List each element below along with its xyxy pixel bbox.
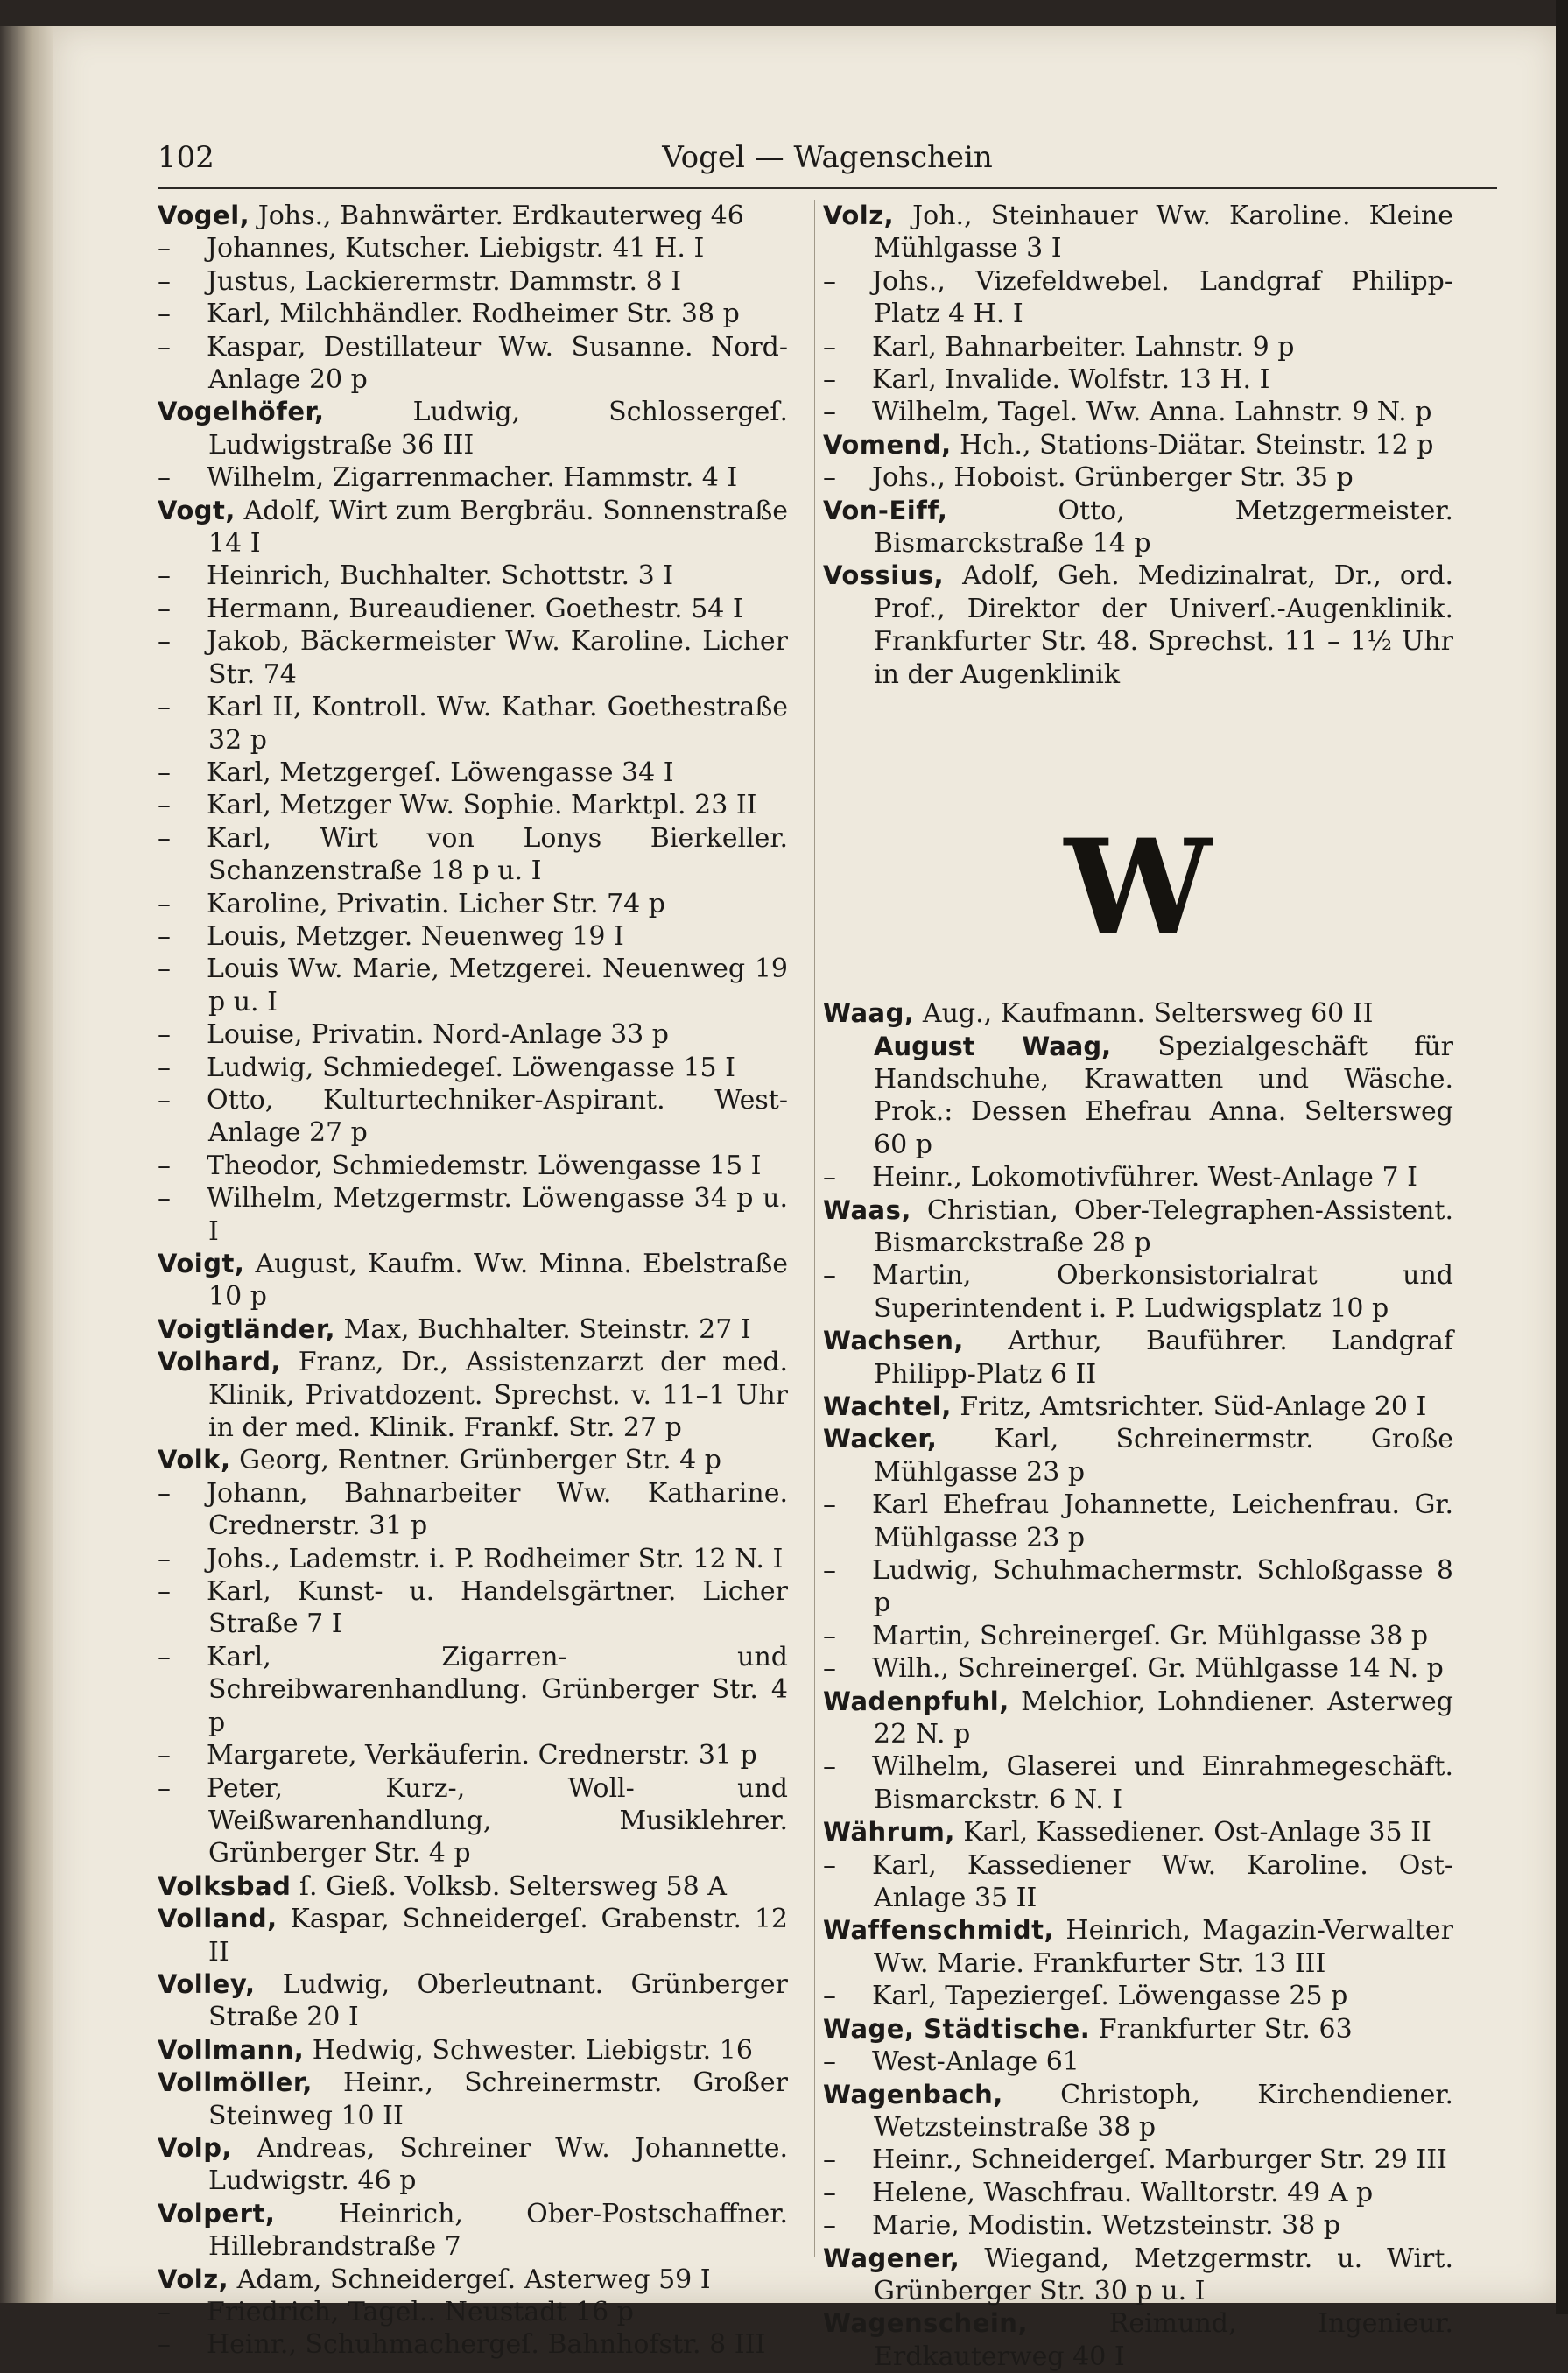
directory-entry bbox=[823, 2144, 1453, 2176]
ditto-dash: – bbox=[158, 1772, 171, 1804]
ditto-dash: – bbox=[158, 462, 171, 494]
ditto-dash: – bbox=[823, 1653, 836, 1685]
entry-text: Karl, Metzgergeſ. Löwengasse 34 I bbox=[207, 757, 674, 788]
entry-surname: Währum, bbox=[823, 1817, 955, 1848]
entry-text: Heinr., Lokomotivführer. West-Anlage 7 I bbox=[872, 1162, 1417, 1194]
entry-text: Franz, Dr., Assistenzarzt der med. Klinik, Privatdozent. Sprechst. v. 11–1 Uhr in der med. Klinik. Frankf. Str. 27 p bbox=[208, 1347, 788, 1444]
entry-text: Heinrich, Magazin-Verwalter Ww. Marie. Frankfurter Str. 13 III bbox=[874, 1915, 1453, 1979]
directory-entry bbox=[823, 1194, 1453, 1260]
directory-entry bbox=[823, 1259, 1453, 1325]
page-edge bbox=[0, 26, 53, 2303]
directory-entry bbox=[823, 1750, 1453, 1816]
directory-entry bbox=[823, 1423, 1453, 1489]
entry-text: Ludwig, Schmiedegeſ. Löwengasse 15 I bbox=[207, 1052, 736, 1083]
entry-text: Peter, Kurz-, Woll- und Weißwarenhandlung, Musiklehrer. Grünberger Str. 4 p bbox=[207, 1772, 788, 1870]
directory-entry bbox=[158, 2067, 788, 2132]
entry-text: Arthur, Bauführer. Landgraf Philipp-Platz 6 II bbox=[874, 1326, 1453, 1390]
entry-text: Spezialgeschäft für Handschuhe, Krawatten und Wäsche. Prok.: Dessen Ehefrau Anna. Seltersweg 60 p bbox=[874, 1031, 1453, 1160]
ditto-dash: – bbox=[158, 1543, 171, 1574]
entry-text: Andreas, Schreiner Ww. Johannette. Ludwigstr. 46 p bbox=[208, 2132, 788, 2197]
entry-surname: Wagener, bbox=[823, 2243, 960, 2273]
entry-text: Ludwig, Schuhmachermstr. Schloßgasse 8 p bbox=[872, 1555, 1453, 1619]
entry-surname: Wadenpfuhl, bbox=[823, 1686, 1009, 1716]
entry-text: Karl, Milchhändler. Rodheimer Str. 38 p bbox=[207, 299, 740, 330]
entry-text: Helene, Waschfrau. Walltorstr. 49 A p bbox=[872, 2177, 1374, 2208]
entry-text: Wilh., Schreinergeſ. Gr. Mühlgasse 14 N. p bbox=[872, 1653, 1444, 1685]
page-number: 102 bbox=[158, 140, 214, 175]
entry-text: Hermann, Bureaudiener. Goethestr. 54 I bbox=[207, 593, 743, 624]
entry-surname: Volp, bbox=[158, 2132, 232, 2163]
ditto-dash: – bbox=[158, 1052, 171, 1083]
entry-text: Wilhelm, Glaserei und Einrahmegeschäft. Bismarckstr. 6 N. I bbox=[872, 1751, 1453, 1815]
directory-entry bbox=[158, 2198, 788, 2264]
ditto-dash: – bbox=[158, 1477, 171, 1509]
entry-surname: Waas, bbox=[823, 1194, 911, 1225]
entry-surname: Vomend, bbox=[823, 429, 952, 460]
running-head bbox=[158, 140, 1497, 184]
directory-entry bbox=[158, 2328, 788, 2361]
entry-surname: Vogel, bbox=[158, 201, 250, 230]
ditto-dash: – bbox=[158, 888, 171, 919]
directory-entry bbox=[158, 920, 788, 953]
entry-text: Louise, Privatin. Nord-Anlage 33 p bbox=[207, 1019, 669, 1051]
entry-surname: Vollmann, bbox=[158, 2034, 305, 2065]
entry-text: Karl, Kassediener. Ost-Anlage 35 II bbox=[954, 1817, 1431, 1848]
directory-entry bbox=[823, 2046, 1453, 2078]
entry-surname: Wagenbach, bbox=[823, 2079, 1003, 2109]
entry-text: Heinrich, Ober-Postschaffner. Hillebrandstraße 7 bbox=[208, 2198, 788, 2263]
entry-surname: Waag, bbox=[823, 998, 915, 1029]
entry-text: Margarete, Verkäuferin. Crednerstr. 31 p bbox=[207, 1740, 757, 1771]
firm-name: August Waag, bbox=[874, 1031, 1112, 1061]
entry-text: Heinr., Schneidergeſ. Marburger Str. 29 III bbox=[872, 2144, 1447, 2176]
directory-entry bbox=[158, 1018, 788, 1051]
ditto-dash: – bbox=[158, 790, 171, 821]
entry-text: Otto, Metzgermeister. Bismarckstraße 14 p bbox=[874, 495, 1453, 560]
directory-entry bbox=[158, 1150, 788, 1182]
directory-entry bbox=[158, 1346, 788, 1444]
directory-entry bbox=[823, 495, 1453, 560]
directory-entry bbox=[823, 461, 1453, 494]
ditto-dash: – bbox=[823, 1751, 836, 1783]
right-column-top bbox=[823, 200, 1453, 691]
directory-entry bbox=[823, 265, 1453, 331]
entry-text: Heinr., Schreinermstr. Großer Steinweg 10 II bbox=[208, 2067, 788, 2131]
entry-text: Justus, Lackierermstr. Dammstr. 8 I bbox=[207, 265, 682, 297]
entry-text: Wilhelm, Tagel. Ww. Anna. Lahnstr. 9 N. p bbox=[872, 397, 1432, 428]
ditto-dash: – bbox=[158, 560, 171, 592]
entry-text: Hedwig, Schwester. Liebigstr. 16 bbox=[304, 2034, 753, 2066]
ditto-dash: – bbox=[823, 2177, 836, 2208]
directory-entry bbox=[823, 1980, 1453, 2012]
ditto-dash: – bbox=[823, 1162, 836, 1194]
entry-text: Aug., Kaufmann. Seltersweg 60 II bbox=[914, 998, 1374, 1030]
ditto-dash: – bbox=[158, 1019, 171, 1051]
entry-text: Martin, Oberkonsistorialrat und Superintendent i. P. Ludwigsplatz 10 p bbox=[872, 1260, 1453, 1324]
directory-entry bbox=[158, 1313, 788, 1346]
directory-entry bbox=[158, 1084, 788, 1150]
entry-text: Marie, Modistin. Wetzsteinstr. 38 p bbox=[872, 2210, 1340, 2242]
ditto-dash: – bbox=[823, 1620, 836, 1651]
directory-entry bbox=[823, 2307, 1453, 2373]
ditto-dash: – bbox=[823, 2144, 836, 2176]
directory-entry bbox=[823, 2013, 1453, 2046]
directory-entry bbox=[158, 461, 788, 494]
entry-surname: Vollmöller, bbox=[158, 2067, 313, 2098]
directory-entry bbox=[823, 2177, 1453, 2209]
entry-surname: Wacker, bbox=[823, 1424, 938, 1454]
entry-text: Hch., Stations-Diätar. Steinstr. 12 p bbox=[951, 429, 1434, 461]
ditto-dash: – bbox=[823, 364, 836, 396]
entry-text: Adolf, Wirt zum Bergbräu. Sonnenstraße 14 I bbox=[208, 495, 789, 560]
ditto-dash: – bbox=[158, 692, 171, 723]
ditto-dash: – bbox=[158, 1576, 171, 1608]
ditto-dash: – bbox=[823, 1489, 836, 1521]
right-column bbox=[823, 200, 1453, 2373]
directory-entry bbox=[823, 560, 1453, 691]
directory-entry bbox=[823, 1161, 1453, 1194]
entry-text: Christoph, Kirchendiener. Wetzsteinstraße 38 p bbox=[874, 2079, 1453, 2143]
entry-surname: Voigtländer, bbox=[158, 1313, 335, 1344]
ditto-dash: – bbox=[158, 920, 171, 952]
page-title: Vogel — Wagenschein bbox=[662, 140, 993, 175]
entry-text: Karl II, Kontroll. Ww. Kathar. Goethestraße 32 p bbox=[207, 692, 788, 756]
entry-surname: Von-Eiff, bbox=[823, 495, 948, 525]
directory-entry bbox=[158, 1739, 788, 1771]
entry-surname: Waffenschmidt, bbox=[823, 1915, 1054, 1946]
entry-text: Heinrich, Buchhalter. Schottstr. 3 I bbox=[207, 560, 674, 592]
entry-surname: Volland, bbox=[158, 1904, 278, 1934]
ditto-dash: – bbox=[158, 626, 171, 658]
entry-surname: Wachtel, bbox=[823, 1391, 952, 1421]
entry-surname: Volk, bbox=[158, 1445, 231, 1475]
entry-text: Heinr., Schuhmachergeſ. Bahnhofstr. 8 III bbox=[207, 2329, 766, 2361]
entry-text: Karl, Zigarren- und Schreibwarenhandlung. Grünberger Str. 4 p bbox=[207, 1641, 788, 1738]
entry-text: Johann, Bahnarbeiter Ww. Katharine. Crednerstr. 31 p bbox=[207, 1477, 788, 1542]
directory-entry bbox=[158, 593, 788, 625]
entry-text: August, Kaufm. Ww. Minna. Ebelstraße 10 p bbox=[208, 1249, 788, 1313]
directory-entry bbox=[158, 888, 788, 920]
directory-entry bbox=[823, 1620, 1453, 1652]
directory-entry bbox=[823, 331, 1453, 363]
right-column-bottom bbox=[823, 997, 1453, 2373]
entry-text: West-Anlage 61 bbox=[872, 2046, 1079, 2078]
left-column bbox=[158, 200, 788, 2362]
directory-entry bbox=[823, 1652, 1453, 1685]
entry-surname: Wachsen, bbox=[823, 1326, 964, 1356]
ditto-dash: – bbox=[158, 593, 171, 624]
ditto-dash: – bbox=[158, 1150, 171, 1181]
directory-entry bbox=[158, 1248, 788, 1313]
entry-text: Karl, Tapeziergeſ. Löwengasse 25 p bbox=[872, 1981, 1348, 2012]
ditto-dash: – bbox=[158, 1183, 171, 1215]
header-rule bbox=[158, 187, 1497, 189]
entry-text: Karl, Invalide. Wolfstr. 13 H. I bbox=[872, 364, 1270, 396]
entry-surname: Vogt, bbox=[158, 495, 236, 525]
directory-entry bbox=[823, 2243, 1453, 2308]
entry-surname: Vogelhöfer, bbox=[158, 397, 325, 427]
entry-surname: Volz, bbox=[823, 201, 895, 230]
entry-text: Christian, Ober-Telegraphen-Assistent. Bismarckstraße 28 p bbox=[874, 1194, 1453, 1258]
entry-text: Martin, Schreinergeſ. Gr. Mühlgasse 38 p bbox=[872, 1620, 1429, 1651]
entry-text: Karl, Kassediener Ww. Karoline. Ost-Anlage 35 II bbox=[872, 1849, 1453, 1914]
ditto-dash: – bbox=[158, 954, 171, 985]
entry-text: Johs., Lademstr. i. P. Rodheimer Str. 12 N. I bbox=[207, 1543, 784, 1574]
entry-text: Wilhelm, Metzgermstr. Löwengasse 34 p u. I bbox=[207, 1183, 788, 1247]
directory-entry bbox=[158, 298, 788, 330]
entry-surname: Wage, Städtische. bbox=[823, 2013, 1091, 2044]
ditto-dash: – bbox=[158, 1641, 171, 1672]
directory-entry bbox=[823, 1686, 1453, 1751]
ditto-dash: – bbox=[823, 462, 836, 494]
entry-text: Otto, Kulturtechniker-Aspirant. West-Anlage 27 p bbox=[207, 1084, 788, 1149]
entry-surname: Wagenschein, bbox=[823, 2308, 1028, 2339]
directory-entry bbox=[158, 1870, 788, 1903]
ditto-dash: – bbox=[158, 2329, 171, 2361]
entry-text: Reimund, Ingenieur. Erdkauterweg 40 I bbox=[874, 2308, 1453, 2372]
ditto-dash: – bbox=[823, 265, 836, 297]
directory-entry bbox=[823, 363, 1453, 396]
directory-entry bbox=[823, 396, 1453, 428]
entry-surname: Volksbad bbox=[158, 1870, 292, 1901]
entry-text: Wiegand, Metzgermstr. u. Wirt. Grünberger Str. 30 p u. I bbox=[874, 2243, 1453, 2306]
entry-text: Adam, Schneidergeſ. Asterweg 59 I bbox=[229, 2264, 711, 2295]
directory-entry bbox=[158, 495, 788, 560]
entry-surname: Volz, bbox=[158, 2264, 229, 2294]
ditto-dash: – bbox=[158, 331, 171, 363]
entry-text: Max, Buchhalter. Steinstr. 27 I bbox=[334, 1313, 751, 1345]
directory-entry bbox=[158, 1575, 788, 1641]
entry-text: Joh., Steinhauer Ww. Karoline. Kleine Mühlgasse 3 I bbox=[874, 201, 1453, 264]
directory-entry bbox=[158, 1182, 788, 1248]
directory-entry bbox=[158, 1903, 788, 1968]
entry-text: Wilhelm, Zigarrenmacher. Hammstr. 4 I bbox=[207, 462, 738, 494]
ditto-dash: – bbox=[823, 1555, 836, 1586]
directory-entry bbox=[158, 2264, 788, 2296]
entry-surname: Voigt, bbox=[158, 1249, 245, 1278]
directory-entry bbox=[158, 1543, 788, 1575]
entry-text: Georg, Rentner. Grünberger Str. 4 p bbox=[230, 1445, 722, 1476]
directory-entry bbox=[823, 1489, 1453, 1554]
entry-text: Louis, Metzger. Neuenweg 19 I bbox=[207, 920, 624, 952]
entry-text: Karl, Schreinermstr. Große Mühlgasse 23 p bbox=[874, 1424, 1453, 1488]
entry-text: Frankfurter Str. 63 bbox=[1090, 2013, 1353, 2045]
directory-entry bbox=[158, 625, 788, 691]
entry-text: Melchior, Lohndiener. Asterweg 22 N. p bbox=[874, 1686, 1453, 1750]
entry-text: Theodor, Schmiedemstr. Löwengasse 15 I bbox=[207, 1150, 762, 1181]
ditto-dash: – bbox=[823, 331, 836, 363]
entry-text: Johs., Hoboist. Grünberger Str. 35 p bbox=[872, 462, 1354, 494]
entry-surname: Volpert, bbox=[158, 2198, 276, 2229]
ditto-dash: – bbox=[823, 1260, 836, 1292]
entry-text: Karl, Kunst- u. Handelsgärtner. Licher Straße 7 I bbox=[207, 1576, 788, 1640]
business-notice bbox=[823, 1031, 1453, 1162]
directory-entry bbox=[158, 822, 788, 888]
directory-entry bbox=[158, 1968, 788, 2034]
entry-text: Fritz, Amtsrichter. Süd-Anlage 20 I bbox=[951, 1391, 1427, 1422]
directory-entry bbox=[823, 2209, 1453, 2242]
ditto-dash: – bbox=[158, 822, 171, 854]
entry-text: Karl Ehefrau Johannette, Leichenfrau. Gr. Mühlgasse 23 p bbox=[872, 1489, 1453, 1553]
entry-text: Friedrich, Tagel.. Neustadt 16 p bbox=[207, 2297, 634, 2327]
entry-text: Adolf, Geh. Medizinalrat, Dr., ord. Prof., Direktor der Univerſ.-Augenklinik. Frankfurter Str. 48. Sprechst. 11 – 1½ Uhr in der Augenklinik bbox=[874, 560, 1453, 690]
entry-text: Karl, Bahnarbeiter. Lahnstr. 9 p bbox=[872, 331, 1295, 363]
ditto-dash: – bbox=[823, 397, 836, 428]
directory-entry bbox=[158, 953, 788, 1018]
directory-entry bbox=[158, 2132, 788, 2198]
entry-text: Kaspar, Destillateur Ww. Susanne. Nord-Anlage 20 p bbox=[207, 331, 788, 396]
ditto-dash: – bbox=[823, 1981, 836, 2012]
directory-entry bbox=[158, 1477, 788, 1543]
ditto-dash: – bbox=[158, 233, 171, 264]
directory-entry bbox=[823, 1914, 1453, 1980]
section-letter: W bbox=[1064, 811, 1213, 966]
ditto-dash: – bbox=[158, 1084, 171, 1116]
ditto-dash: – bbox=[158, 1740, 171, 1771]
directory-entry bbox=[158, 2296, 788, 2328]
directory-entry bbox=[823, 429, 1453, 461]
entry-text: Ludwig, Oberleutnant. Grünberger Straße 20 I bbox=[208, 1968, 788, 2033]
directory-entry bbox=[823, 997, 1453, 1030]
directory-entry bbox=[158, 2034, 788, 2067]
entry-surname: Volley, bbox=[158, 1968, 256, 1999]
directory-entry bbox=[158, 1444, 788, 1476]
entry-text: Kaspar, Schneidergeſ. Grabenstr. 12 II bbox=[208, 1904, 788, 1968]
directory-entry bbox=[158, 265, 788, 298]
entry-text: Karl, Wirt von Lonys Bierkeller. Schanzenstraße 18 p u. I bbox=[207, 822, 788, 887]
entry-text: Johannes, Kutscher. Liebigstr. 41 H. I bbox=[207, 233, 705, 264]
directory-entry bbox=[158, 200, 788, 232]
entry-text: ſ. Gieß. Volksb. Seltersweg 58 A bbox=[291, 1870, 727, 1902]
entry-text: Karoline, Privatin. Licher Str. 74 p bbox=[207, 888, 665, 919]
ditto-dash: – bbox=[158, 2297, 171, 2327]
directory-entry bbox=[158, 789, 788, 821]
directory-entry bbox=[823, 1391, 1453, 1423]
directory-entry bbox=[823, 1849, 1453, 1915]
directory-entry bbox=[158, 232, 788, 264]
entry-text: Johs., Vizefeldwebel. Landgraf Philipp-Platz 4 H. I bbox=[872, 265, 1453, 330]
directory-entry bbox=[823, 1554, 1453, 1620]
directory-entry bbox=[823, 2079, 1453, 2144]
ditto-dash: – bbox=[158, 299, 171, 330]
ditto-dash: – bbox=[823, 2046, 836, 2078]
entry-surname: Vossius, bbox=[823, 560, 945, 591]
entry-text: Jakob, Bäckermeister Ww. Karoline. Licher Str. 74 bbox=[207, 626, 788, 690]
directory-entry bbox=[158, 560, 788, 592]
directory-entry bbox=[158, 757, 788, 789]
ditto-dash: – bbox=[823, 2210, 836, 2242]
entry-text: Karl, Metzger Ww. Sophie. Marktpl. 23 II bbox=[207, 790, 757, 821]
directory-entry bbox=[158, 331, 788, 397]
entry-text: Louis Ww. Marie, Metzgerei. Neuenweg 19 p u. I bbox=[207, 954, 788, 1018]
directory-entry bbox=[158, 691, 788, 757]
directory-entry bbox=[158, 1641, 788, 1739]
directory-entry bbox=[158, 1052, 788, 1084]
entry-text: Johs., Bahnwärter. Erdkauterweg 46 bbox=[250, 201, 744, 231]
ditto-dash: – bbox=[158, 757, 171, 788]
ditto-dash: – bbox=[158, 265, 171, 297]
directory-entry bbox=[158, 1772, 788, 1870]
directory-entry bbox=[823, 1325, 1453, 1391]
entry-text: Ludwig, Schlossergeſ. Ludwigstraße 36 III bbox=[208, 397, 788, 461]
column-divider bbox=[814, 200, 815, 2257]
entry-surname: Volhard, bbox=[158, 1347, 282, 1377]
ditto-dash: – bbox=[823, 1849, 836, 1881]
directory-entry bbox=[823, 200, 1453, 265]
directory-entry bbox=[823, 1816, 1453, 1848]
directory-entry bbox=[158, 396, 788, 461]
scan-border bbox=[1556, 0, 1568, 2314]
